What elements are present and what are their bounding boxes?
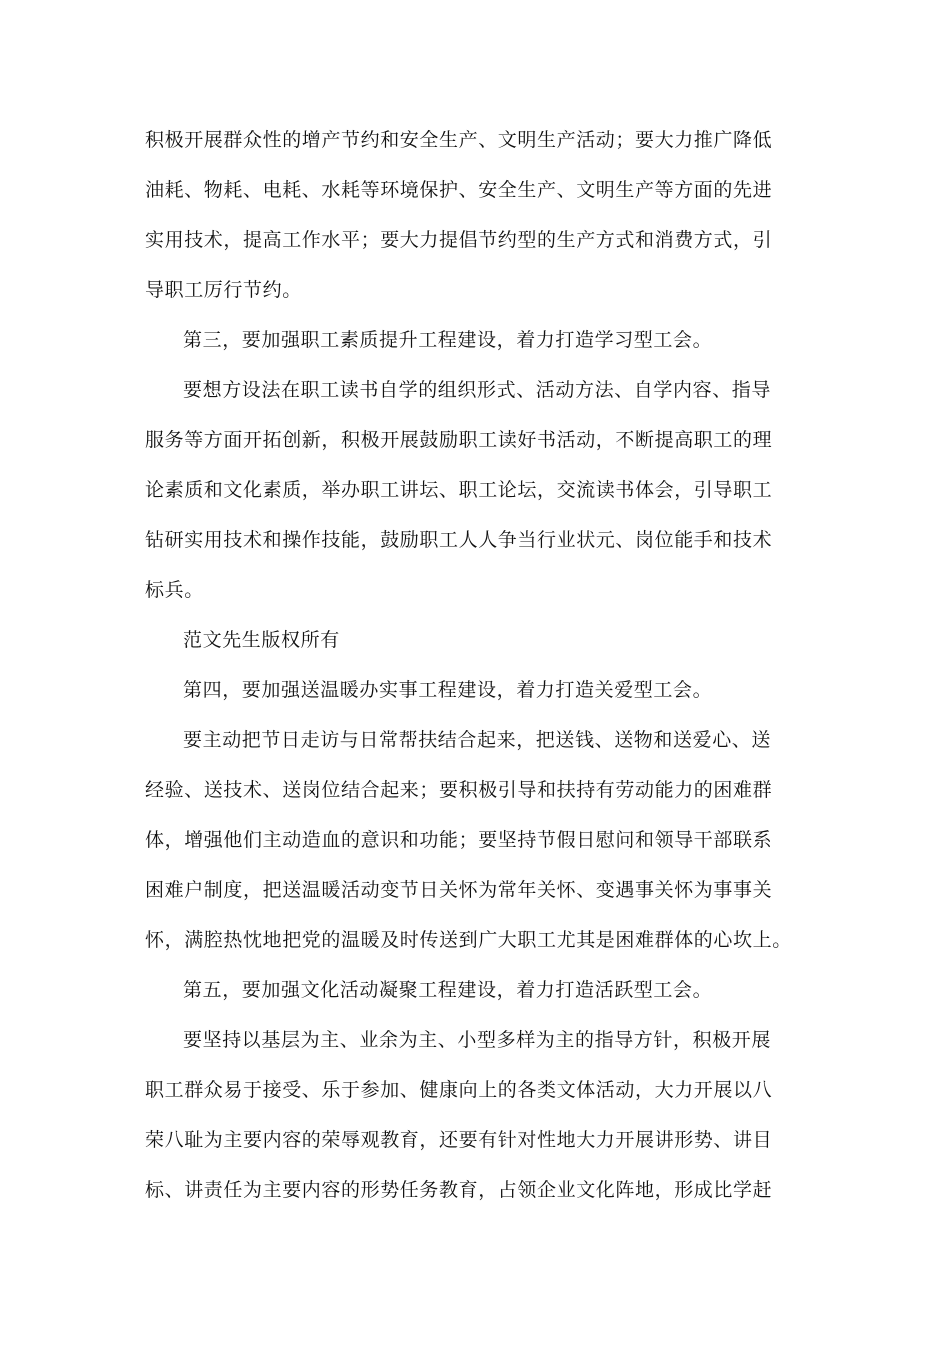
text-line: 实用技术，提高工作水平；要大力提倡节约型的生产方式和消费方式，引 — [145, 229, 773, 251]
text-line: 标兵。 — [145, 579, 204, 601]
text-line: 要想方设法在职工读书自学的组织形式、活动方法、自学内容、指导 — [183, 379, 772, 401]
text-line: 荣八耻为主要内容的荣辱观教育，还要有针对性地大力开展讲形势、讲目 — [145, 1129, 773, 1151]
text-line: 钻研实用技术和操作技能，鼓励职工人人争当行业状元、岗位能手和技术 — [145, 529, 773, 551]
text-line: 服务等方面开拓创新，积极开展鼓励职工读好书活动，不断提高职工的理 — [145, 429, 773, 451]
copyright-note: 范文先生版权所有 — [183, 629, 340, 651]
section-heading-fourth: 第四，要加强送温暖办实事工程建设，着力打造关爱型工会。 — [183, 679, 713, 701]
section-heading-third: 第三，要加强职工素质提升工程建设，着力打造学习型工会。 — [183, 329, 713, 351]
text-line: 困难户制度，把送温暖活动变节日关怀为常年关怀、变遇事关怀为事事关 — [145, 879, 773, 901]
section-heading-fifth: 第五，要加强文化活动凝聚工程建设，着力打造活跃型工会。 — [183, 979, 713, 1001]
text-line: 标、讲责任为主要内容的形势任务教育，占领企业文化阵地，形成比学赶 — [145, 1179, 773, 1201]
text-line: 要坚持以基层为主、业余为主、小型多样为主的指导方针，积极开展 — [183, 1029, 772, 1051]
text-line: 体，增强他们主动造血的意识和功能；要坚持节假日慰问和领导干部联系 — [145, 829, 773, 851]
text-line: 要主动把节日走访与日常帮扶结合起来，把送钱、送物和送爱心、送 — [183, 729, 772, 751]
text-line: 导职工厉行节约。 — [145, 279, 302, 301]
text-line: 论素质和文化素质，举办职工讲坛、职工论坛，交流读书体会，引导职工 — [145, 479, 773, 501]
text-line: 经验、送技术、送岗位结合起来；要积极引导和扶持有劳动能力的困难群 — [145, 779, 773, 801]
text-line: 积极开展群众性的增产节约和安全生产、文明生产活动；要大力推广降低 — [145, 129, 773, 151]
text-line: 怀，满腔热忱地把党的温暖及时传送到广大职工尤其是困难群体的心坎上。 — [145, 929, 792, 951]
text-line: 油耗、物耗、电耗、水耗等环境保护、安全生产、文明生产等方面的先进 — [145, 179, 773, 201]
text-line: 职工群众易于接受、乐于参加、健康向上的各类文体活动，大力开展以八 — [145, 1079, 773, 1101]
document-body — [145, 115, 792, 1215]
